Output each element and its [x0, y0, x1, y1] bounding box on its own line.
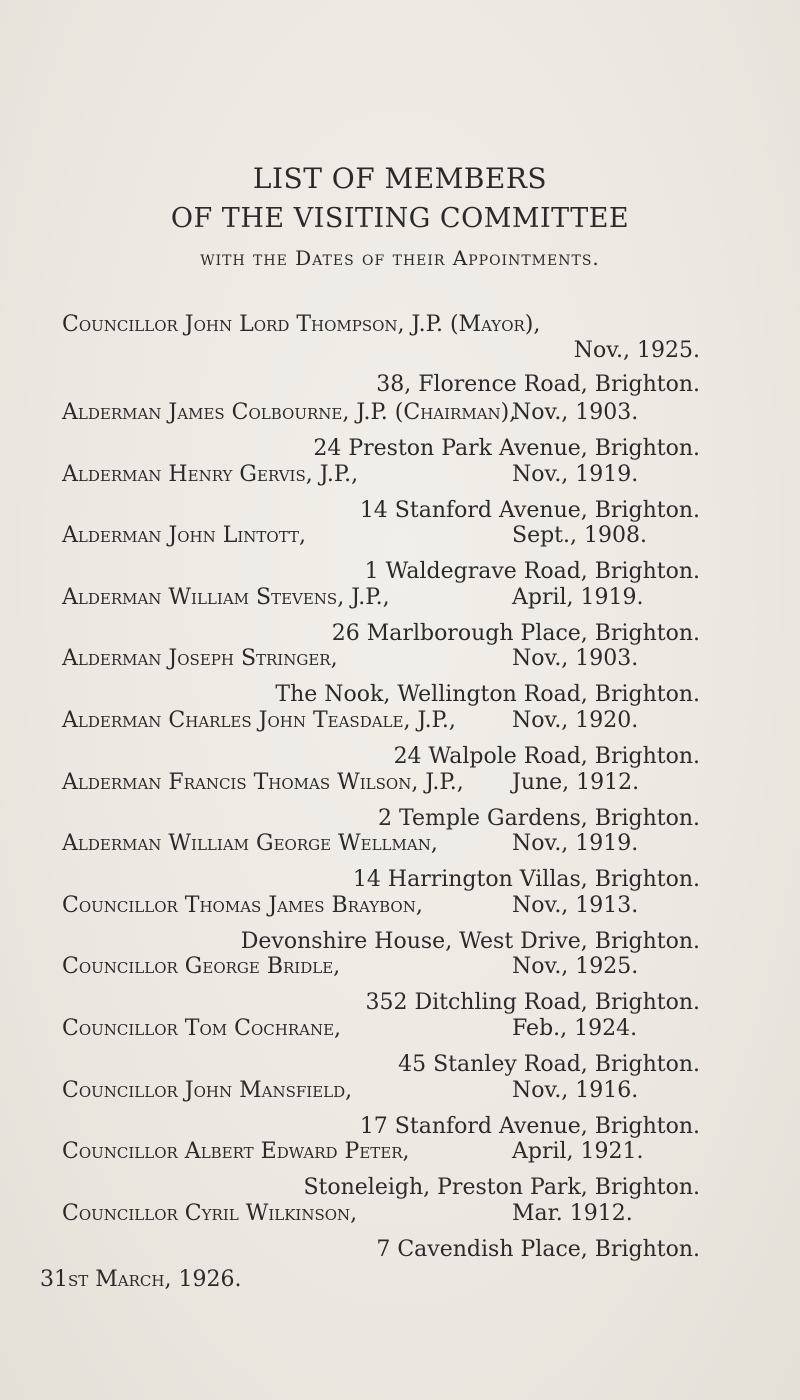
- member-name: Alderman Charles John Teasdale, J.P.,: [62, 708, 456, 733]
- appointment-date: Nov., 1916.: [512, 1078, 639, 1103]
- member-name: Alderman Henry Gervis, J.P.,: [62, 462, 359, 487]
- document-subtitle: with the Dates of their Appointments.: [200, 246, 600, 270]
- member-address: The Nook, Wellington Road, Brighton.: [275, 682, 700, 707]
- appointment-date: Nov., 1925.: [573, 338, 700, 363]
- appointment-date: Mar. 1912.: [512, 1201, 633, 1226]
- appointment-date: Feb., 1924.: [512, 1016, 638, 1041]
- member-name: Alderman James Colbourne, J.P. (Chairman),: [62, 400, 517, 425]
- member-address: Devonshire House, West Drive, Brighton.: [240, 929, 700, 954]
- appointment-date: Nov., 1919.: [512, 462, 639, 487]
- member-name: Councillor Thomas James Braybon,: [62, 893, 423, 918]
- member-address: 26 Marlborough Place, Brighton.: [331, 621, 700, 646]
- appointment-date: April, 1921.: [512, 1139, 644, 1164]
- appointment-date: June, 1912.: [512, 770, 640, 795]
- appointment-date: Nov., 1919.: [512, 831, 639, 856]
- appointment-date: April, 1919.: [512, 585, 644, 610]
- member-address: 2 Temple Gardens, Brighton.: [378, 806, 700, 831]
- member-name: Councillor George Bridle,: [62, 954, 341, 979]
- member-name: Alderman Francis Thomas Wilson, J.P.,: [62, 770, 464, 795]
- member-name: Councillor Tom Cochrane,: [62, 1016, 342, 1041]
- appointment-date: Sept., 1908.: [512, 523, 647, 548]
- member-address: 14 Stanford Avenue, Brighton.: [359, 498, 700, 523]
- member-name: Councillor John Lord Thompson, J.P. (Mayor),: [62, 312, 541, 337]
- member-name: Councillor Cyril Wilkinson,: [62, 1201, 358, 1226]
- member-name: Alderman John Lintott,: [62, 523, 306, 548]
- member-address: 352 Ditchling Road, Brighton.: [365, 990, 700, 1015]
- member-address: 24 Preston Park Avenue, Brighton.: [313, 436, 700, 461]
- member-name: Councillor John Mansfield,: [62, 1078, 353, 1103]
- member-name: Alderman Joseph Stringer,: [62, 646, 338, 671]
- member-address: 38, Florence Road, Brighton.: [376, 372, 700, 397]
- member-address: 17 Stanford Avenue, Brighton.: [359, 1114, 700, 1139]
- member-address: Stoneleigh, Preston Park, Brighton.: [303, 1175, 700, 1200]
- appointment-date: Nov., 1903.: [512, 646, 639, 671]
- member-address: 45 Stanley Road, Brighton.: [398, 1052, 700, 1077]
- document-title-line-2: OF THE VISITING COMMITTEE: [170, 203, 630, 234]
- member-name: Alderman William George Wellman,: [62, 831, 438, 856]
- appointment-date: Nov., 1903.: [512, 400, 639, 425]
- member-address: 24 Walpole Road, Brighton.: [393, 744, 700, 769]
- appointment-date: Nov., 1925.: [512, 954, 639, 979]
- member-address: 7 Cavendish Place, Brighton.: [376, 1237, 700, 1262]
- appointment-date: Nov., 1913.: [512, 893, 639, 918]
- appointment-date: Nov., 1920.: [512, 708, 639, 733]
- member-address: 1 Waldegrave Road, Brighton.: [364, 559, 700, 584]
- document-date: 31st March, 1926.: [40, 1267, 242, 1292]
- member-name: Councillor Albert Edward Peter,: [62, 1139, 410, 1164]
- member-address: 14 Harrington Villas, Brighton.: [352, 867, 700, 892]
- document-title-line-1: LIST OF MEMBERS: [252, 162, 548, 195]
- member-name: Alderman William Stevens, J.P.,: [62, 585, 390, 610]
